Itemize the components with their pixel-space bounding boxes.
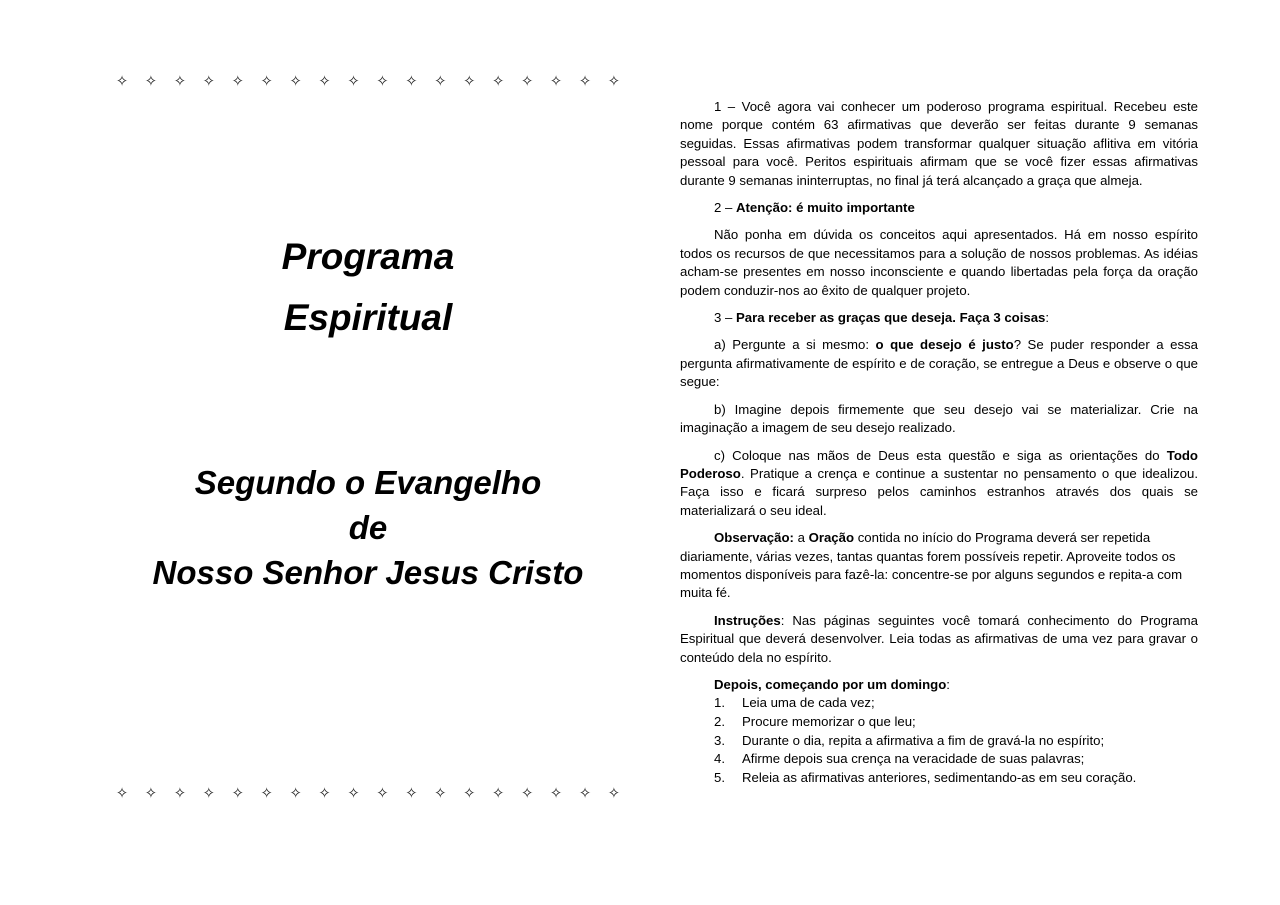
item-c-bold: Todo Poderoso (680, 447, 1198, 481)
star-ornament-icon: ✧ (318, 72, 331, 90)
item-a-start: a) Pergunte a si mesmo: (714, 337, 876, 353)
instructions-label: Instruções (714, 612, 781, 628)
star-ornament-icon: ✧ (462, 72, 476, 90)
star-ornament-icon: ✧ (578, 72, 592, 90)
paragraph-intro: 1 – Você agora vai conhecer um poderoso programa espiritual. Recebeu este nome porque contém 63 afirmativas que deverão ser feitas durante 9 semanas seguidas. Essas afirmativas podem transformar qualquer situação aflitiva em vitória pessoal para você. Peritos espirituais afirmam que se você fizer essas afirmativas durante 9 semanas ininterruptas, no final já terá alcançado a graça que almeja. (680, 99, 1198, 188)
document-title (112, 226, 624, 348)
star-ornament-icon: ✧ (289, 72, 302, 90)
star-ornament-icon: ✧ (231, 784, 245, 802)
star-ornament-icon: ✧ (491, 784, 505, 802)
instructions-text: : Nas páginas seguintes você tomará conhecimento do Programa Espiritual que deverá desenvolver. Leia todas as afirmativas de uma vez para gravar o conteúdo dela no espírito. (680, 612, 1198, 665)
list-item-number: 4. (714, 751, 725, 767)
ornament-row-top (112, 72, 624, 90)
attention-heading: Atenção: é muito importante (736, 200, 915, 216)
receive-number: 3 – (714, 310, 736, 326)
star-ornament-icon: ✧ (434, 72, 447, 90)
document-subtitle (112, 460, 624, 595)
title-line: Espiritual (283, 297, 453, 338)
paragraph-item-b: b) Imagine depois firmemente que seu desejo vai se materializar. Crie na imaginação a imagem de seu desejo realizado. (680, 401, 1198, 436)
list-item (680, 750, 1198, 769)
paragraph-concepts: Não ponha em dúvida os conceitos aqui apresentados. Há em nosso espírito todos os recursos de que necessitamos para a solução de nossos problemas. As idéias acham-se presentes em nosso inconsciente e quando libertadas pela força da oração podem conduzir-nos ao êxito de qualquer projeto. (680, 227, 1198, 298)
observation-mid: a (793, 530, 809, 546)
star-ornament-icon: ✧ (405, 72, 418, 90)
subtitle-line: Segundo o Evangelho (194, 464, 542, 501)
star-ornament-icon: ✧ (173, 784, 187, 802)
paragraph-attention (680, 199, 1198, 217)
title-line: Programa (281, 236, 455, 277)
star-ornament-icon: ✧ (115, 784, 129, 802)
star-ornament-icon: ✧ (376, 784, 389, 802)
steps-heading-colon: : (946, 676, 950, 692)
steps-heading-bold: Depois, começando por um domingo (714, 676, 947, 692)
item-a-bold: o que desejo é justo (875, 337, 1014, 353)
receive-heading: Para receber as graças que deseja. Faça 3 coisas (736, 310, 1046, 326)
subtitle-line: Nosso Senhor Jesus Cristo (152, 554, 584, 591)
star-ornament-icon: ✧ (289, 784, 302, 802)
star-ornament-icon: ✧ (231, 72, 245, 90)
list-item (680, 732, 1198, 751)
receive-colon: : (1045, 310, 1050, 326)
steps-heading (680, 676, 1198, 694)
star-ornament-icon: ✧ (434, 784, 447, 802)
star-ornament-icon: ✧ (405, 784, 418, 802)
observation-text: contida no início do Programa deverá ser repetida diariamente, várias vezes, tantas quantas forem possíveis repetir. Aproveite todos os momentos disponíveis para fazê-la: concentre-se por alguns segundos e repita-a com muita fé. (680, 530, 1183, 601)
steps-list (680, 694, 1198, 787)
star-ornament-icon: ✧ (144, 784, 158, 802)
list-item (680, 694, 1198, 713)
list-item-number: 5. (714, 769, 725, 785)
attention-number: 2 – (714, 200, 736, 216)
star-ornament-icon: ✧ (202, 72, 216, 90)
item-a-end: ? Se puder responder a essa pergunta afirmativamente de espírito e de coração, se entregue a Deus e observe o que segue: (680, 337, 1198, 390)
star-ornament-icon: ✧ (202, 784, 216, 802)
star-ornament-icon: ✧ (115, 72, 129, 90)
star-ornament-icon: ✧ (549, 72, 563, 90)
list-item-text: Procure memorizar o que leu; (742, 713, 916, 729)
item-c-end: . Pratique a crença e continue a sustentar no pensamento o que idealizou. Faça isso e ficará surpreso pelos caminhos estranhos através dos quais se materializará o seu ideal. (680, 465, 1198, 518)
paragraph-item-c (680, 447, 1198, 521)
observation-bold-word: Oração (808, 530, 855, 546)
list-item (680, 713, 1198, 732)
list-item-number: 1. (714, 695, 725, 711)
list-item-text: Leia uma de cada vez; (742, 695, 875, 711)
list-item-text: Releia as afirmativas anteriores, sedimentando-as em seu coração. (742, 769, 1137, 785)
list-item (680, 769, 1198, 788)
star-ornament-icon: ✧ (491, 72, 505, 90)
list-item-text: Afirme depois sua crença na veracidade de suas palavras; (742, 751, 1085, 767)
list-item-number: 2. (714, 713, 725, 729)
paragraph-receive-graces (680, 309, 1198, 327)
list-item-text: Durante o dia, repita a afirmativa a fim de gravá-la no espírito; (742, 732, 1105, 748)
star-ornament-icon: ✧ (318, 784, 331, 802)
ornament-row-bottom (112, 784, 624, 802)
star-ornament-icon: ✧ (607, 72, 621, 90)
star-ornament-icon: ✧ (520, 72, 534, 90)
star-ornament-icon: ✧ (607, 784, 621, 802)
paragraph-instructions (680, 612, 1198, 667)
star-ornament-icon: ✧ (520, 784, 534, 802)
paragraph-item-a (680, 336, 1198, 391)
subtitle-line: de (348, 509, 388, 546)
right-page-body (680, 98, 1198, 787)
star-ornament-icon: ✧ (549, 784, 563, 802)
star-ornament-icon: ✧ (578, 784, 592, 802)
item-c-start: c) Coloque nas mãos de Deus esta questão e siga as orientações do (714, 447, 1167, 463)
star-ornament-icon: ✧ (173, 72, 187, 90)
star-ornament-icon: ✧ (347, 72, 360, 90)
star-ornament-icon: ✧ (347, 784, 360, 802)
star-ornament-icon: ✧ (144, 72, 158, 90)
paragraph-observation (680, 529, 1198, 603)
star-ornament-icon: ✧ (376, 72, 389, 90)
list-item-number: 3. (714, 732, 725, 748)
star-ornament-icon: ✧ (462, 784, 476, 802)
star-ornament-icon: ✧ (260, 72, 273, 90)
observation-label: Observação: (714, 530, 794, 546)
star-ornament-icon: ✧ (260, 784, 273, 802)
